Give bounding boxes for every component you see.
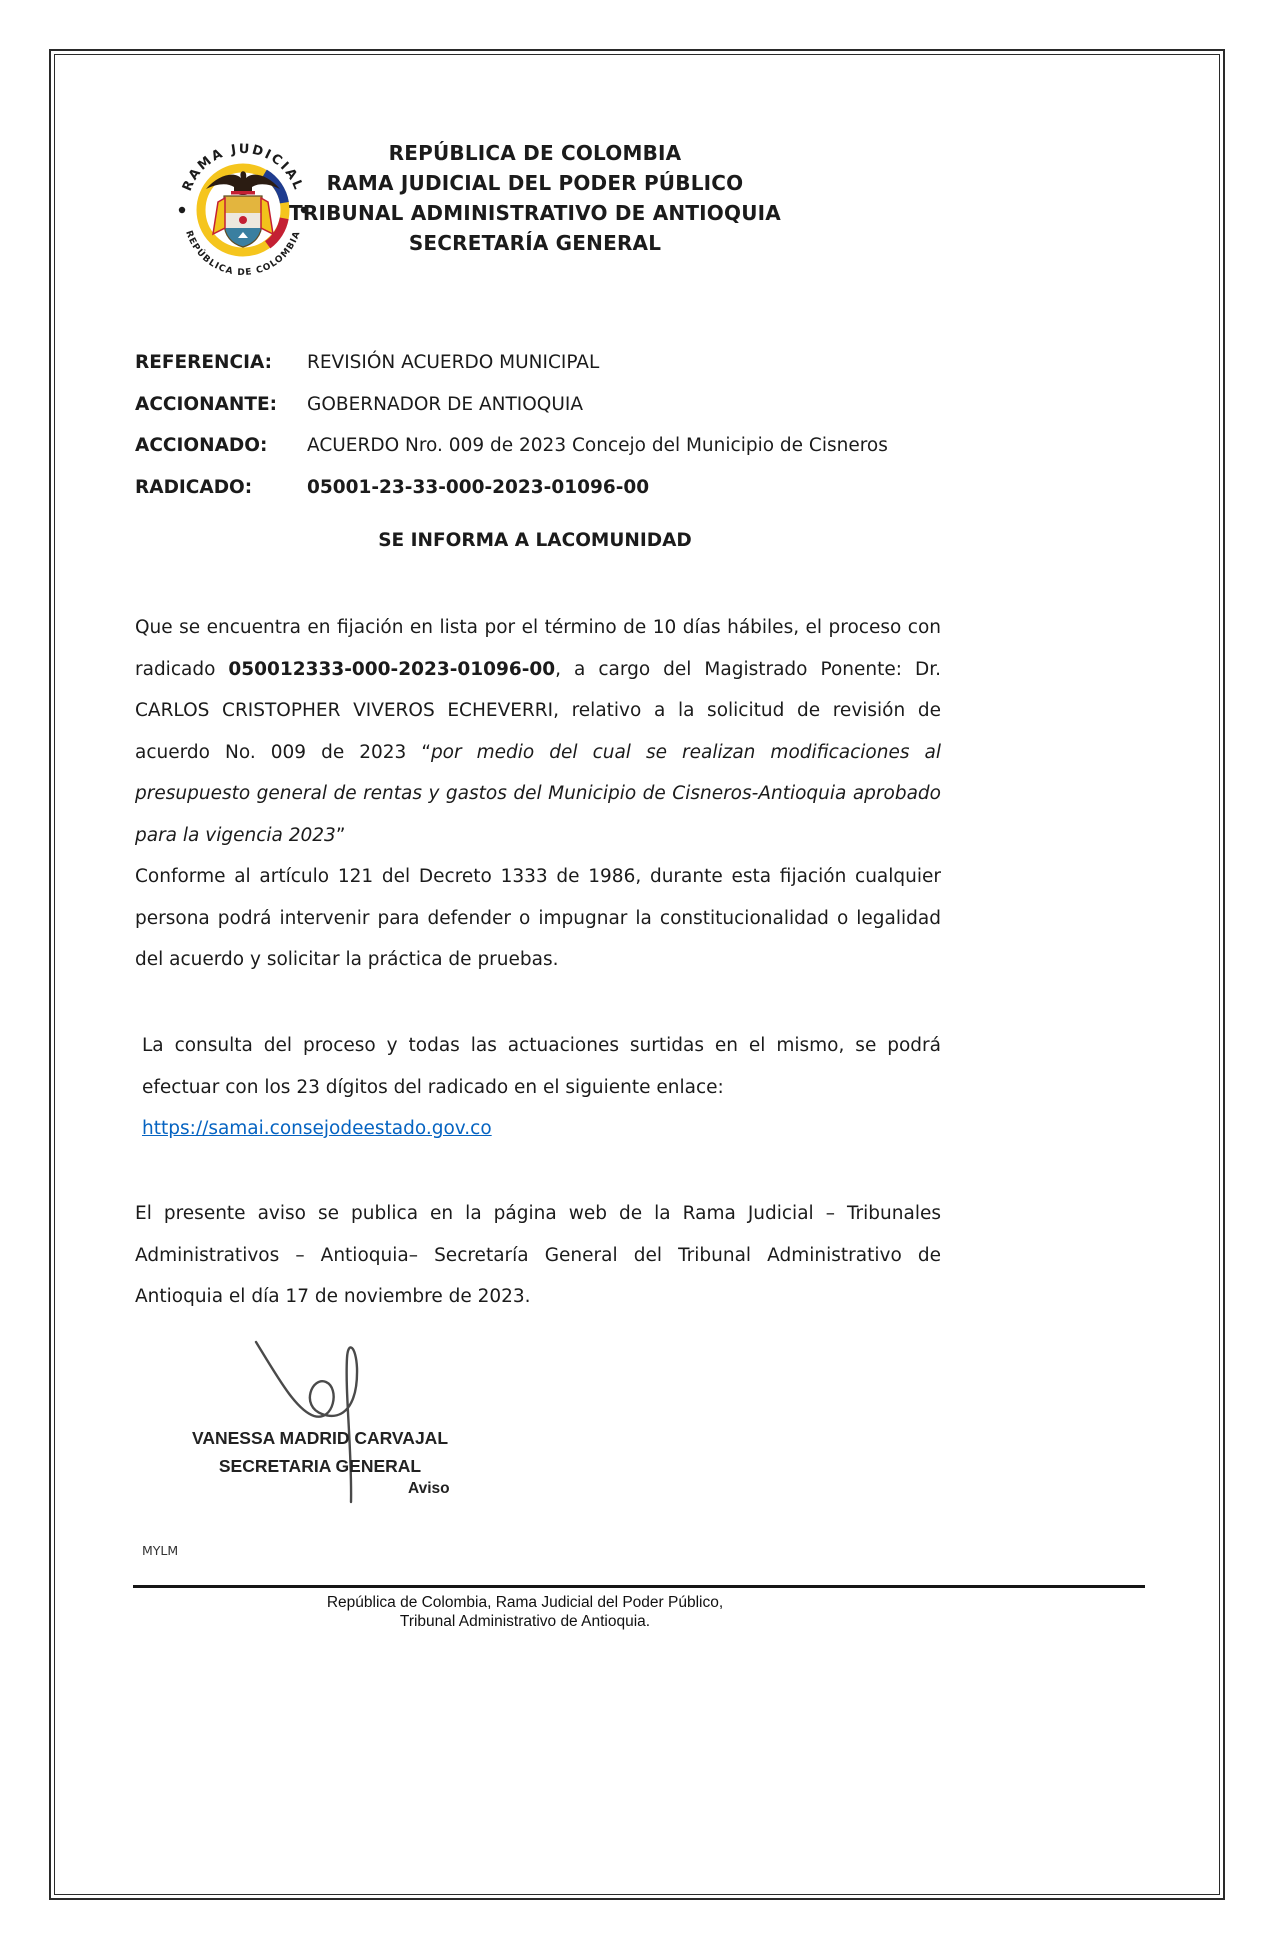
footer-divider bbox=[133, 1585, 1145, 1588]
accionante-value: GOBERNADOR DE ANTIOQUIA bbox=[307, 393, 584, 415]
accionante-row bbox=[135, 384, 945, 426]
letterhead-line-rama: RAMA JUDICIAL DEL PODER PÚBLICO bbox=[326, 171, 744, 195]
signature-block bbox=[170, 1424, 470, 1480]
radicado-row bbox=[135, 467, 945, 509]
signature-icon bbox=[238, 1330, 388, 1508]
letterhead bbox=[135, 138, 935, 258]
notice-title: SE INFORMA A LACOMUNIDAD bbox=[378, 530, 692, 551]
body-block-2 bbox=[135, 1025, 941, 1150]
letterhead-line-tribunal: TRIBUNAL ADMINISTRATIVO DE ANTIOQUIA bbox=[289, 201, 781, 225]
accionado-value: ACUERDO Nro. 009 de 2023 Concejo del Municipio de Cisneros bbox=[307, 435, 888, 456]
aviso-label: Aviso bbox=[408, 1480, 450, 1497]
letterhead-line-republica: REPÚBLICA DE COLOMBIA bbox=[388, 141, 682, 165]
accionado-row bbox=[135, 425, 945, 467]
p1-segment-c: , a cargo del Magistrado Ponente: Dr. CARLOS CRISTOPHER VIVEROS ECHEVERRI, relativo a la solicitud de revisión de acuerdo No. 009 de 2023 “ bbox=[135, 658, 941, 763]
paragraph-decreto: Conforme al artículo 121 del Decreto 1333 de 1986, durante esta fijación cualquier persona podrá intervenir para defender o impugnar la constitucionalidad o legalidad del acuerdo y solicitar la práctica de pruebas. bbox=[135, 866, 941, 970]
body-block-1 bbox=[135, 607, 941, 981]
reference-block bbox=[135, 342, 945, 508]
footer-line-2: Tribunal Administrativo de Antioquia. bbox=[399, 1613, 651, 1630]
accionante-label: ACCIONANTE: bbox=[135, 393, 278, 415]
referencia-label: REFERENCIA: bbox=[135, 352, 273, 373]
footer bbox=[135, 1593, 915, 1631]
link-line bbox=[135, 1108, 941, 1150]
p1-acuerdo-quote-italic: por medio del cual se realizan modificaciones al presupuesto general de rentas y gastos del Municipio de Cisneros-Antioquia aprobado para la vigencia 2023 bbox=[135, 741, 941, 846]
paragraph-publicacion: El presente aviso se publica en la página web de la Rama Judicial – Tribunales Administrativos – Antioquia– Secretaría General del Tribunal Administrativo de Antioquia el día 17 de noviembre de 2023. bbox=[135, 1203, 941, 1307]
referencia-value: REVISIÓN ACUERDO MUNICIPAL bbox=[307, 352, 600, 373]
clerk-initials: MYLM bbox=[142, 1543, 179, 1558]
seal-arc-top-text: RAMA JUDICIAL bbox=[179, 141, 307, 194]
paragraph-fijacion bbox=[135, 607, 941, 856]
p1-closing-quote: ” bbox=[335, 824, 346, 846]
referencia-row bbox=[135, 342, 945, 384]
paragraph-consulta: La consulta del proceso y todas las actuaciones surtidas en el mismo, se podrá efectuar con los 23 dígitos del radicado en el siguiente enlace: bbox=[142, 1035, 941, 1098]
p1-segment-a: Que se encuentra en fijación en lista por el término de 10 días hábiles, el proceso con radicado bbox=[135, 617, 941, 680]
signer-name: VANESSA MADRID CARVAJAL bbox=[191, 1428, 449, 1448]
accionado-label: ACCIONADO: bbox=[135, 435, 268, 456]
p1-radicado-bold: 050012333-000-2023-01096-00 bbox=[228, 658, 556, 680]
seal-arc-bottom-text: REPÚBLICA DE COLOMBIA bbox=[183, 229, 303, 279]
samai-link[interactable]: https://samai.consejodeestado.gov.co bbox=[142, 1118, 492, 1139]
signer-title: SECRETARIA GENERAL bbox=[218, 1456, 422, 1476]
radicado-label: RADICADO: bbox=[135, 476, 253, 498]
radicado-value: 05001-23-33-000-2023-01096-00 bbox=[307, 476, 650, 498]
letterhead-line-secretaria: SECRETARÍA GENERAL bbox=[408, 231, 662, 255]
footer-line-1: República de Colombia, Rama Judicial del Poder Público, bbox=[326, 1594, 724, 1611]
body-block-3 bbox=[135, 1193, 941, 1318]
